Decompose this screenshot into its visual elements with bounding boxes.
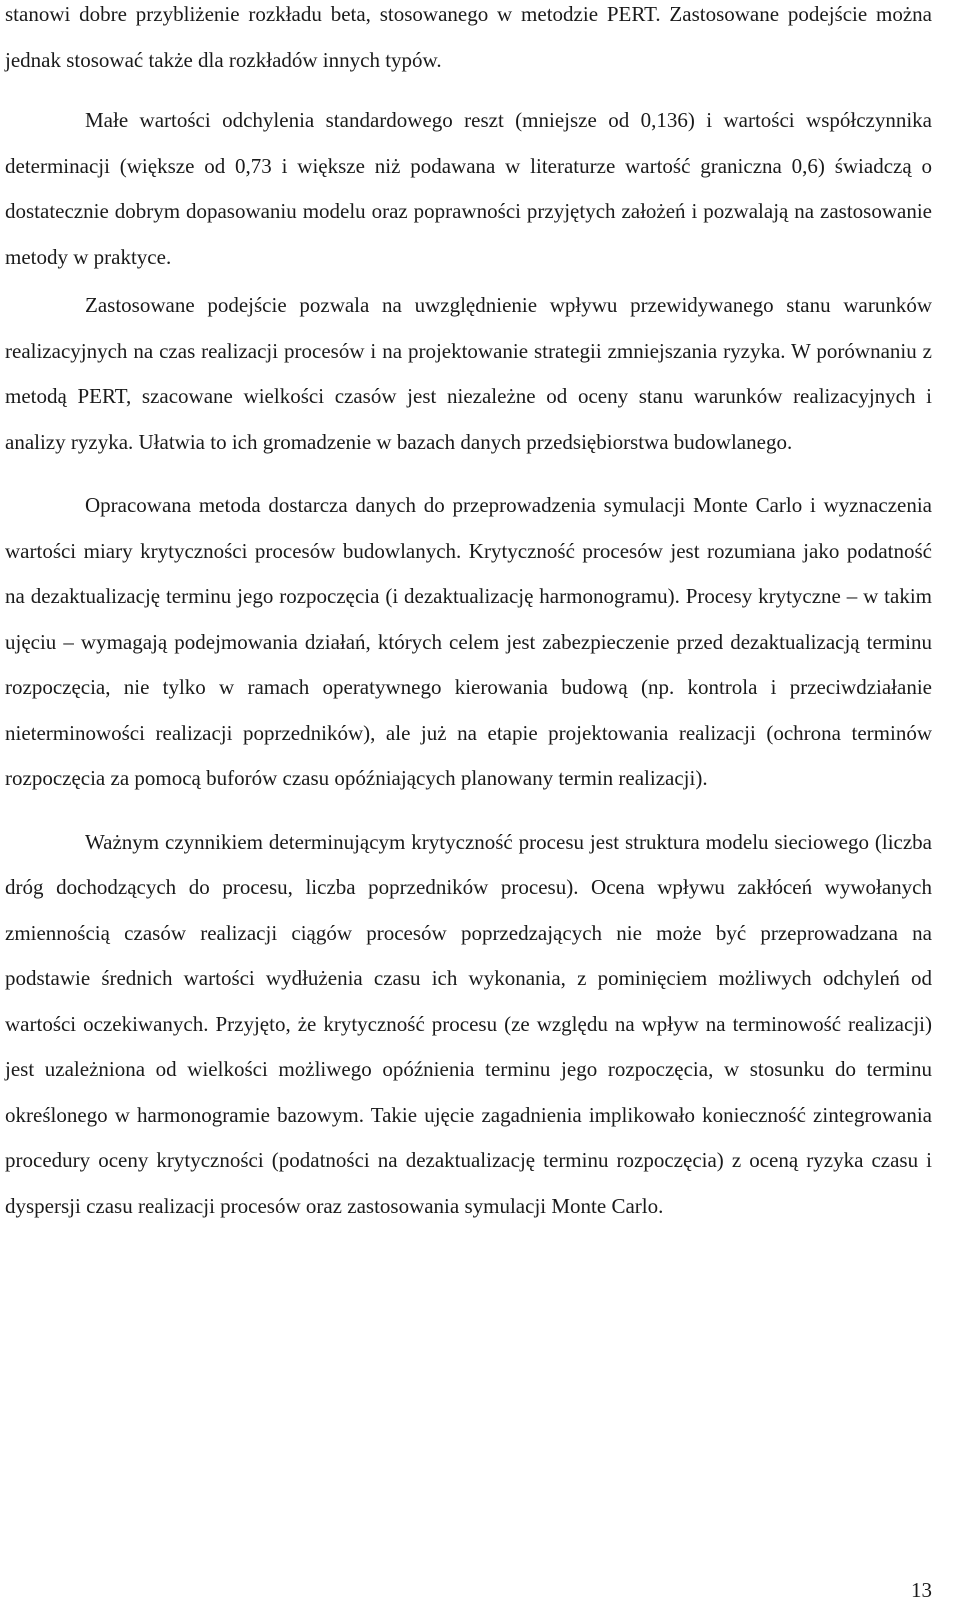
document-page xyxy=(5,0,932,1229)
paragraph-approach: Zastosowane podejście pozwala na uwzględnienie wpływu przewidywanego stanu warunków realizacyjnych na czas realizacji procesów i na projektowanie strategii zmniejszania ryzyka. W porównaniu z metodą PERT, szacowane wielkości czasów jest niezależne od oceny stanu warunków realizacyjnych i analizy ryzyka. Ułatwia to ich gromadzenie w bazach danych przedsiębiorstwa budowlanego. xyxy=(5,293,932,454)
page-number: 13 xyxy=(911,1578,932,1602)
paragraph-model-fit: Małe wartości odchylenia standardowego reszt (mniejsze od 0,136) i wartości współczynnika determinacji (większe od 0,73 i większe niż podawana w literaturze wartość graniczna 0,6) świadczą o dostatecznie dobrym dopasowaniu modelu oraz poprawności przyjętych założeń i pozwalają na zastosowanie metody w praktyce. xyxy=(5,108,932,269)
paragraph-criticality: Ważnym czynnikiem determinującym krytyczność procesu jest struktura modelu sieciowego (liczba dróg dochodzących do procesu, liczba poprzedników procesu). Ocena wpływu zakłóceń wywołanych zmiennością czasów realizacji ciągów procesów poprzedzających nie może być przeprowadzana na podstawie średnich wartości wydłużenia czasu ich wykonania, z pominięciem możliwych odchyleń od wartości oczekiwanych. Przyjęto, że krytyczność procesu (ze względu na wpływ na terminowość realizacji) jest uzależniona od wielkości możliwego opóźnienia terminu jego rozpoczęcia, w stosunku do terminu określonego w harmonogramie bazowym. Takie ujęcie zagadnienia implikowało konieczność zintegrowania procedury oceny krytyczności (podatności na dezaktualizację terminu rozpoczęcia) z oceną ryzyka czasu i dyspersji czasu realizacji procesów oraz zastosowania symulacji Monte Carlo. xyxy=(5,829,932,1218)
paragraph-continuation: stanowi dobre przybliżenie rozkładu beta, stosowanego w metodzie PERT. Zastosowane podejście można jednak stosować także dla rozkładów innych typów. xyxy=(5,2,932,72)
paragraph-method: Opracowana metoda dostarcza danych do przeprowadzenia symulacji Monte Carlo i wyznaczenia wartości miary krytyczności procesów budowlanych. Krytyczność procesów jest rozumiana jako podatność na dezaktualizację terminu jego rozpoczęcia (i dezaktualizację harmonogramu). Procesy krytyczne – w takim ujęciu – wymagają podejmowania działań, których celem jest zabezpieczenie przed dezaktualizacją terminu rozpoczęcia, nie tylko w ramach operatywnego kierowania budową (np. kontrola i przeciwdziałanie nieterminowości realizacji poprzedników), ale już na etapie projektowania realizacji (ochrona terminów rozpoczęcia za pomocą buforów czasu opóźniających planowany termin realizacji). xyxy=(5,493,932,790)
